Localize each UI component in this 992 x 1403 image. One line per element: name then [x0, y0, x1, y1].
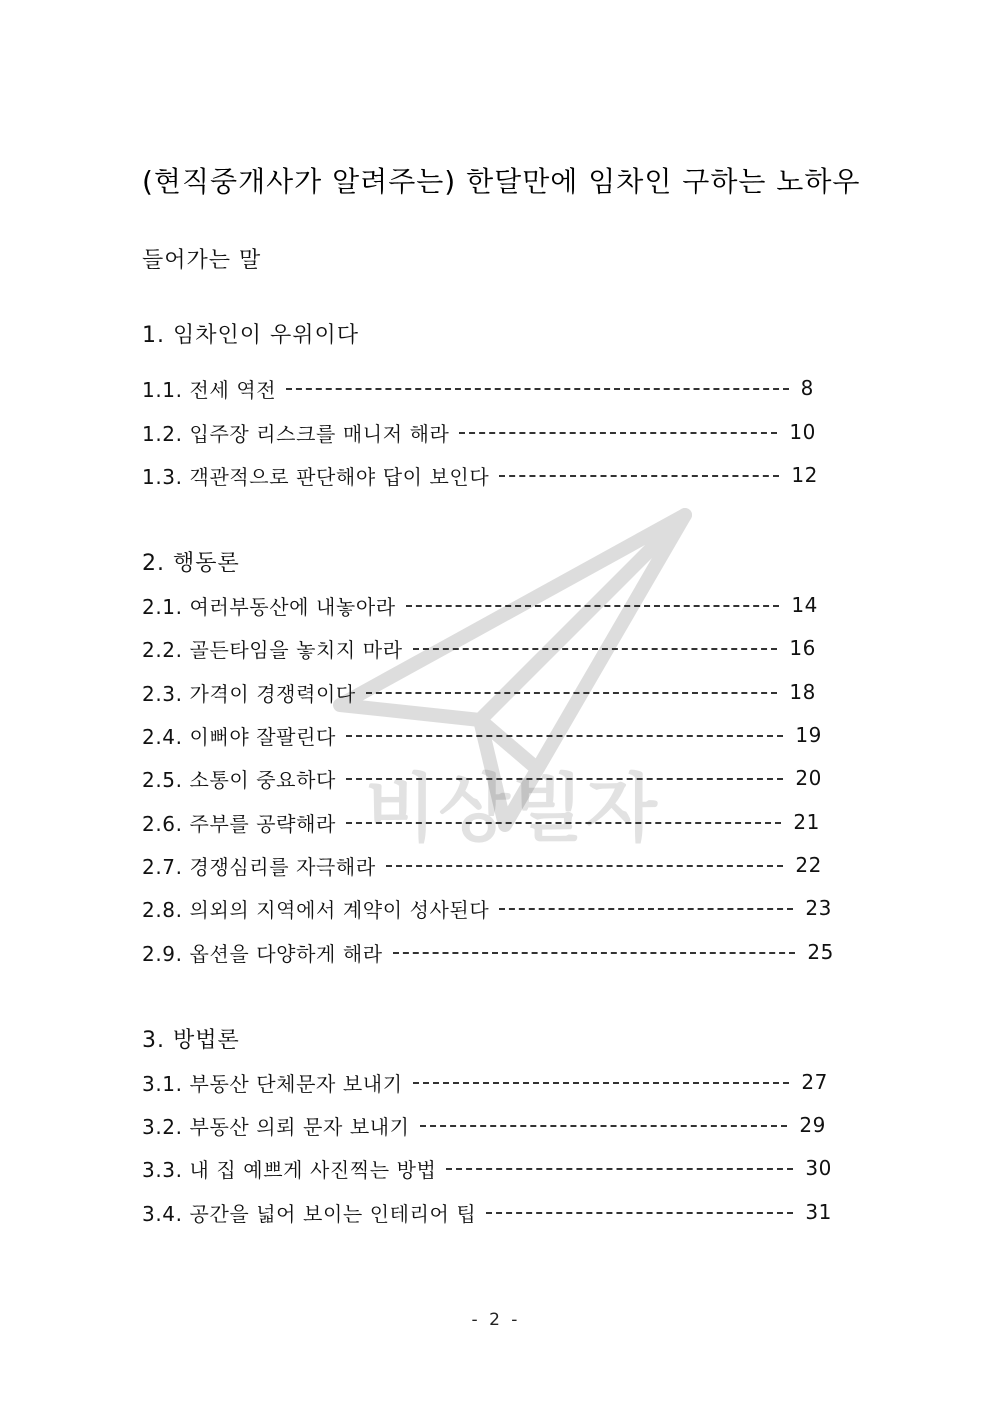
dot-leader: [420, 1125, 788, 1127]
watermark-text: 비상빌자: [365, 766, 659, 852]
section-2-heading: 2. 행동론: [142, 551, 240, 576]
toc-entry-page: 16: [789, 636, 816, 660]
toc-entry-page: 27: [801, 1070, 828, 1094]
dot-leader: [446, 1168, 793, 1170]
toc-entry-page: 29: [799, 1113, 826, 1137]
dot-leader: [346, 822, 781, 824]
toc-entry-page: 20: [795, 766, 822, 790]
toc-entry-2-9[interactable]: [142, 938, 834, 966]
dot-leader: [386, 865, 784, 867]
toc-entry-page: 8: [800, 376, 814, 400]
toc-entry-label: 1.2. 입주장 리스크를 매니저 해라: [142, 421, 450, 446]
toc-entry-3-1[interactable]: [142, 1068, 828, 1096]
dot-leader: [366, 692, 778, 694]
toc-entry-3-3[interactable]: [142, 1154, 832, 1182]
dot-leader: [459, 432, 777, 434]
dot-leader: [486, 1212, 793, 1214]
toc-entry-page: 23: [805, 896, 832, 920]
toc-entry-2-7[interactable]: [142, 851, 822, 879]
toc-entry-label: 2.1. 여러부동산에 내놓아라: [142, 594, 396, 619]
toc-entry-2-3[interactable]: [142, 678, 816, 706]
dot-leader: [286, 388, 789, 390]
toc-entry-page: 30: [805, 1156, 832, 1180]
toc-entry-label: 1.3. 객관적으로 판단해야 답이 보인다: [142, 464, 490, 489]
toc-entry-label: 2.5. 소통이 중요하다: [142, 767, 336, 792]
toc-entry-label: 2.4. 이뻐야 잘팔린다: [142, 724, 336, 749]
toc-entry-page: 21: [793, 810, 820, 834]
toc-intro: 들어가는 말: [142, 248, 262, 273]
toc-entry-label: 3.2. 부동산 의뢰 문자 보내기: [142, 1114, 410, 1139]
toc-entry-2-5[interactable]: [142, 764, 822, 792]
toc-entry-label: 3.1. 부동산 단체문자 보내기: [142, 1071, 403, 1096]
toc-entry-label: 1.1. 전세 역전: [142, 377, 277, 402]
section-1-heading: 1. 임차인이 우위이다: [142, 323, 359, 348]
toc-entry-label: 2.8. 의외의 지역에서 계약이 성사된다: [142, 897, 490, 922]
toc-entry-1-2[interactable]: [142, 418, 816, 446]
dot-leader: [413, 648, 778, 650]
dot-leader: [406, 605, 780, 607]
toc-entry-2-4[interactable]: [142, 721, 822, 749]
toc-entry-page: 12: [791, 463, 818, 487]
toc-entry-page: 19: [795, 723, 822, 747]
toc-entry-page: 18: [789, 680, 816, 704]
toc-entry-label: 3.4. 공간을 넓어 보이는 인테리어 팁: [142, 1201, 477, 1226]
toc-entry-page: 14: [791, 593, 818, 617]
toc-entry-page: 25: [807, 940, 834, 964]
toc-entry-1-3[interactable]: [142, 461, 818, 489]
toc-entry-label: 2.9. 옵션을 다양하게 해라: [142, 941, 383, 966]
toc-entry-3-4[interactable]: [142, 1198, 832, 1226]
page-number: - 2 -: [471, 1310, 521, 1330]
document-title: (현직중개사가 알려주는) 한달만에 임차인 구하는 노하우: [142, 165, 861, 198]
toc-entry-page: 31: [805, 1200, 832, 1224]
toc-entry-label: 2.6. 주부를 공략해라: [142, 811, 336, 836]
dot-leader: [413, 1082, 790, 1084]
toc-entry-2-8[interactable]: [142, 894, 832, 922]
dot-leader: [346, 778, 783, 780]
toc-entry-2-1[interactable]: [142, 591, 818, 619]
toc-entry-label: 3.3. 내 집 예쁘게 사진찍는 방법: [142, 1157, 437, 1182]
toc-entry-page: 10: [789, 420, 816, 444]
dot-leader: [499, 475, 779, 477]
toc-entry-label: 2.3. 가격이 경쟁력이다: [142, 681, 356, 706]
dot-leader: [346, 735, 783, 737]
toc-entry-label: 2.7. 경쟁심리를 자극해라: [142, 854, 376, 879]
toc-entry-label: 2.2. 골든타임을 놓치지 마라: [142, 637, 403, 662]
dot-leader: [393, 952, 796, 954]
toc-entry-page: 22: [795, 853, 822, 877]
toc-entry-2-6[interactable]: [142, 808, 820, 836]
toc-entry-3-2[interactable]: [142, 1111, 826, 1139]
toc-entry-2-2[interactable]: [142, 634, 816, 662]
dot-leader: [499, 908, 793, 910]
section-3-heading: 3. 방법론: [142, 1028, 240, 1053]
toc-entry-1-1[interactable]: [142, 374, 814, 402]
